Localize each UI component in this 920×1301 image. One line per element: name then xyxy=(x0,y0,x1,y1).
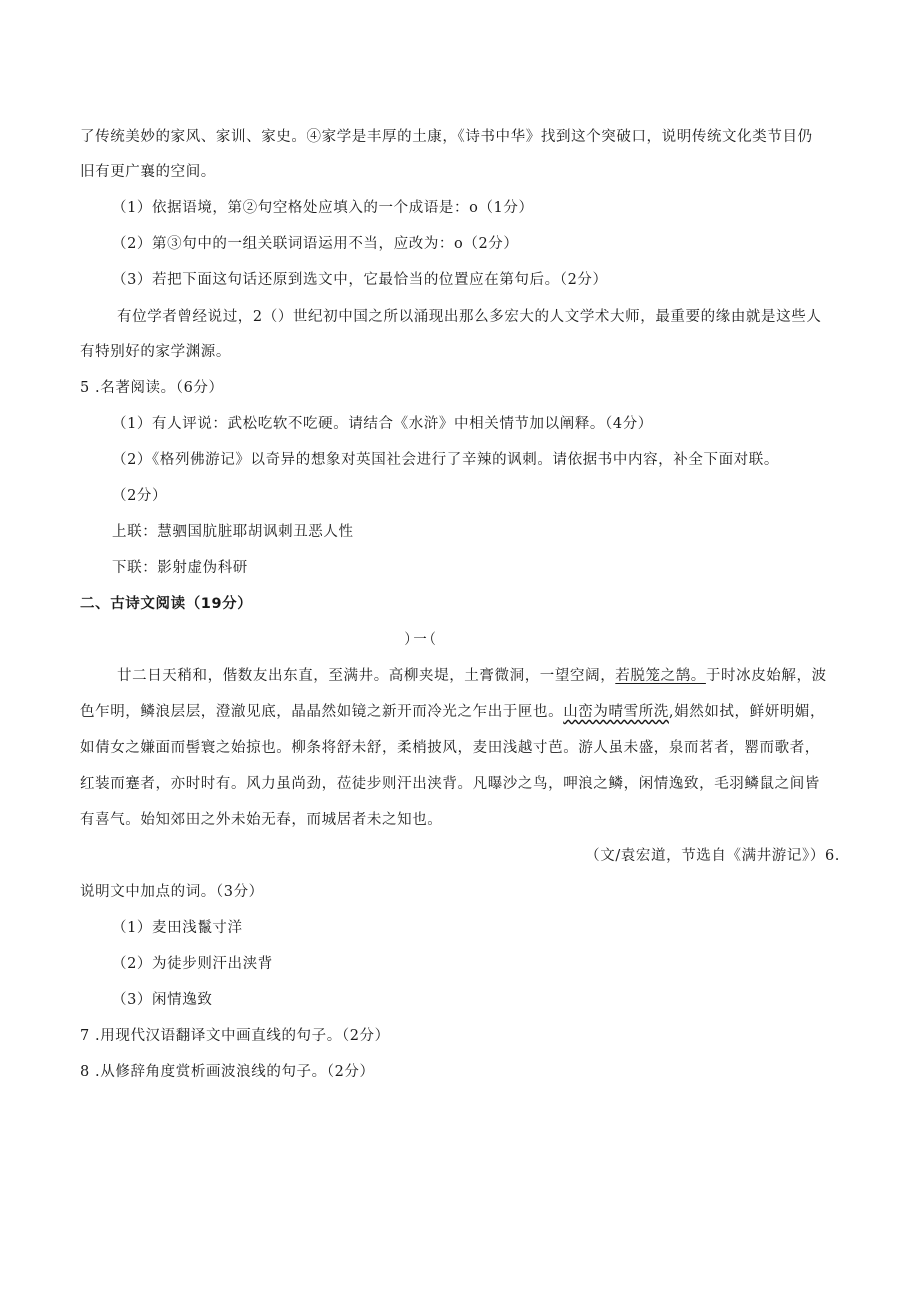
couplet-upper: 上联：慧驷国肮脏耶胡讽刺丑恶人性 xyxy=(112,524,354,540)
passage-text: 于时冰皮始解，波 xyxy=(705,668,827,684)
passage-source: （文/袁宏道，节选自《满井游记》）6. xyxy=(585,848,840,864)
paragraph-line-1: 了传统美妙的家风、家训、家史。④家学是丰厚的土康，《诗书中华》找到这个突破口，说明传统文化类节目仍 xyxy=(80,129,813,145)
passage-line-1 xyxy=(117,666,827,686)
couplet-lower: 下联：影射虚伪科研 xyxy=(112,560,248,576)
question-6-heading: 说明文中加点的词。（3分） xyxy=(80,884,264,900)
question-7: 7 .用现代汉语翻译文中画直线的句子。（2分） xyxy=(80,1028,390,1044)
wavy-underlined-sentence: 山峦为晴雪所洗 xyxy=(563,704,669,720)
question-5-2-score: （2分） xyxy=(112,488,168,504)
section-heading-classical: 二、古诗文阅读（19分） xyxy=(80,596,253,612)
question-4-2: （2）第③句中的一组关联词语运用不当，应改为：o（2分） xyxy=(112,236,519,252)
question-4-3: （3）若把下面这句话还原到选文中，它最恰当的位置应在第句后。（2分） xyxy=(112,272,608,288)
question-6-3: （3）闲情逸致 xyxy=(112,992,213,1008)
question-5-heading: 5 .名著阅读。（6分） xyxy=(80,380,224,396)
question-6-2: （2）为徒步则汗出浃背 xyxy=(112,956,273,972)
paragraph-line-2: 旧有更广襄的空间。 xyxy=(80,164,216,180)
straight-underlined-sentence: 若脱笼之鹄。 xyxy=(615,668,706,684)
quoted-sentence-line-1: 有位学者曾经说过，2（）世纪初中国之所以涌现出那么多宏大的人文学术大师，最重要的缘由就是这些人 xyxy=(117,309,822,325)
passage-text: 廿二日天稍和，偕数友出东直，至满井。高柳夹堤，土膏微洞，一望空阔， xyxy=(117,668,616,684)
passage-line-4: 红装而蹇者，亦时时有。风力虽尚劲，莅徒步则汗出浃背。凡曝沙之鸟，呷浪之鳞，闲情逸致，毛羽鳞鼠之间皆 xyxy=(80,776,820,792)
question-6-1: （1）麦田浅鬣寸洋 xyxy=(112,920,243,936)
question-8: 8 .从修辞角度赏析画波浪线的句子。（2分） xyxy=(80,1064,375,1080)
question-4-1: （1）依据语境，第②句空格处应填入的一个成语是：o（1分） xyxy=(112,200,534,216)
question-5-2: （2）《格列佛游记》以奇异的想象对英国社会进行了辛辣的讽刺。请依据书中内容，补全下面对联。 xyxy=(112,452,779,468)
question-5-1: （1）有人评说：武松吃软不吃硬。请结合《水浒》中相关情节加以阐释。（4分） xyxy=(112,416,653,432)
passage-line-2 xyxy=(80,702,825,722)
passage-line-3: 如倩女之嫌面而髻寰之始掠也。柳条将舒未舒，柔梢披风，麦田浅越寸芭。游人虽未盛，泉而茗者，罂而歌者， xyxy=(80,740,820,756)
subsection-heading-1 xyxy=(0,630,845,650)
passage-text: 色乍明，鳞浪层层，澄澈见底，晶晶然如镜之新开而冷光之乍出于匣也。 xyxy=(80,704,564,720)
passage-text: ,娟然如拭，鲜妍明媚， xyxy=(668,704,826,720)
quoted-sentence-line-2: 有特别好的家学渊源。 xyxy=(80,344,231,360)
passage-line-5: 有喜气。始知郊田之外未始无春，而城居者未之知也。 xyxy=(80,812,443,828)
